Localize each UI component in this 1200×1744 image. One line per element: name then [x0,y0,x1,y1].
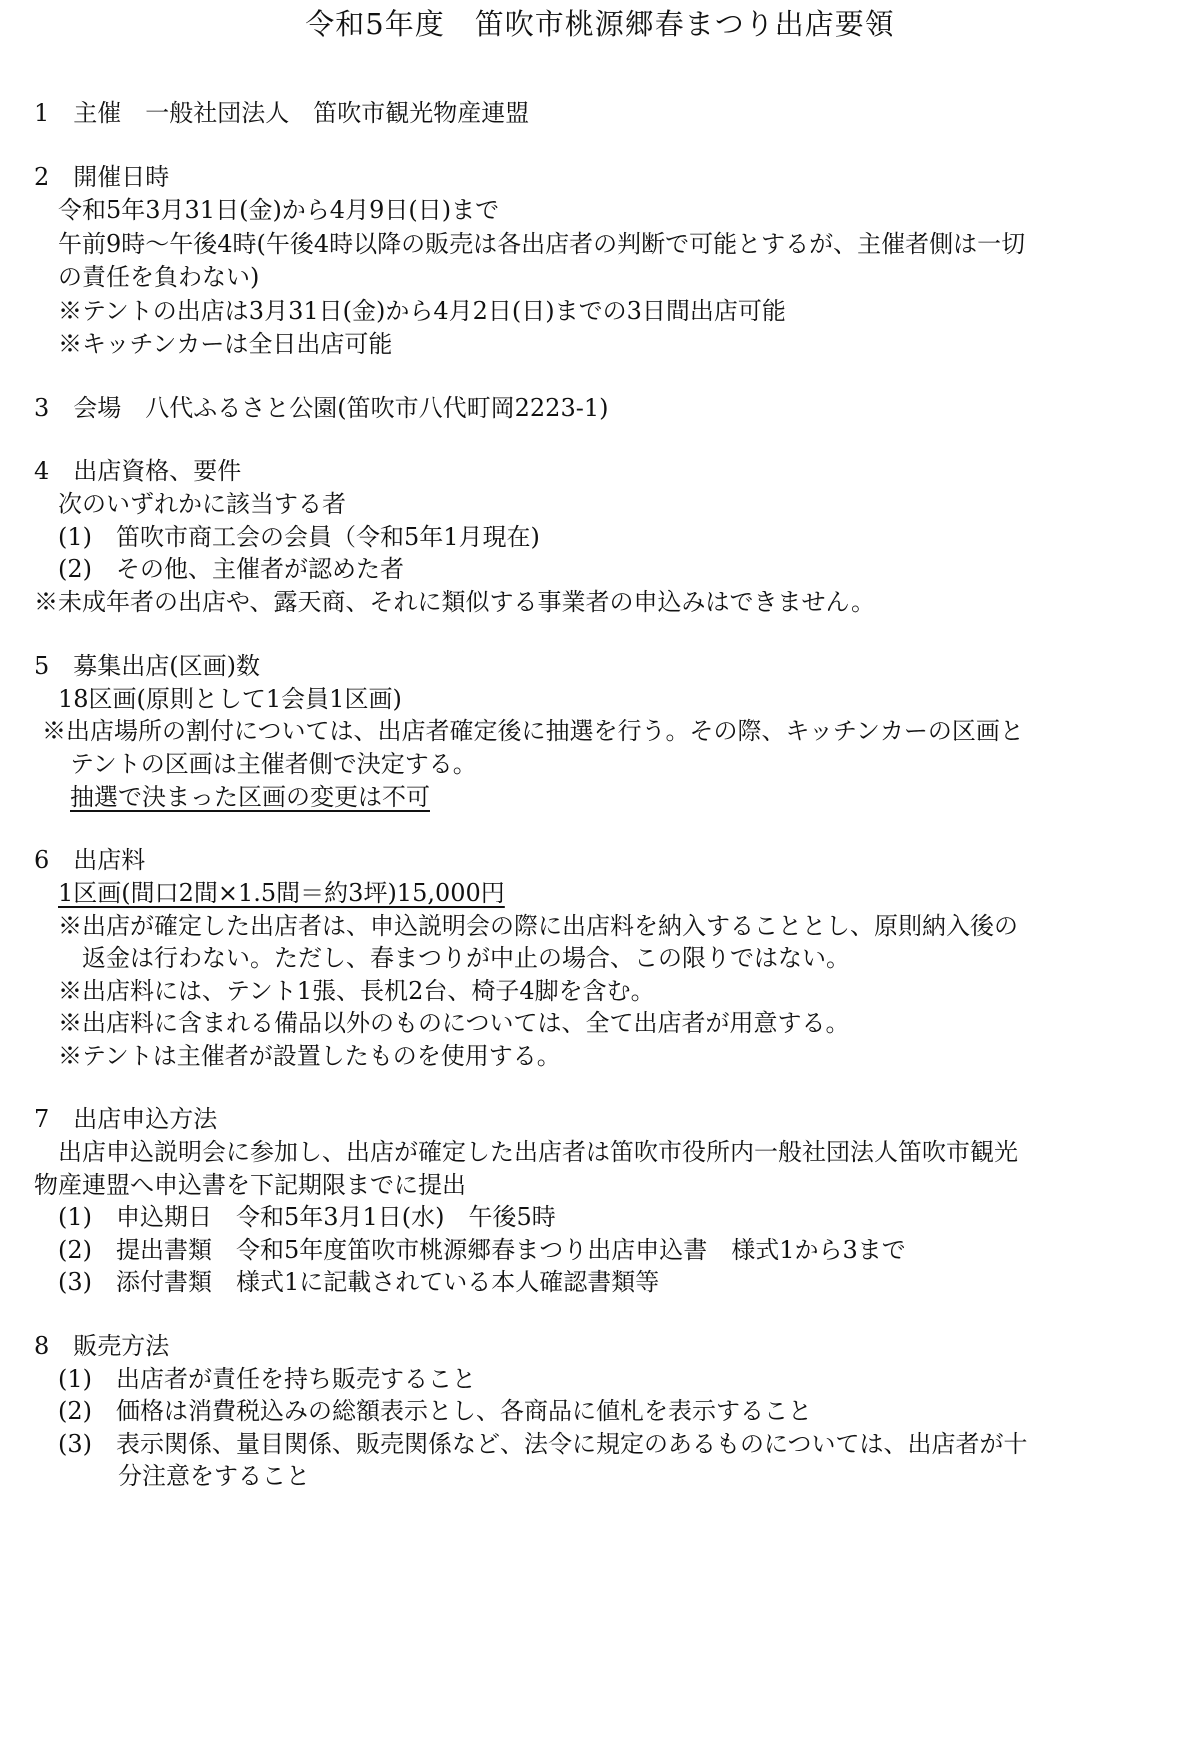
section-6-heading: 6 出店料 [34,846,146,874]
section-6-line: ※出店料に含まれる備品以外のものについては、全て出店者が用意する。 [58,1009,850,1037]
section-2-line: の責任を負わない) [58,263,260,291]
section-5-line: テントの区画は主催者側で決定する。 [70,750,477,778]
section-3-venue: 3 会場 八代ふるさと公園(笛吹市八代町岡2223-1) [34,394,609,422]
section-2-line: ※テントの出店は3月31日(金)から4月2日(日)までの3日間出店可能 [58,297,786,325]
section-7-heading: 7 出店申込方法 [34,1105,218,1133]
section-7-line: (1) 申込期日 令和5年3月1日(水) 午後5時 [58,1203,556,1231]
section-7-line: (2) 提出書類 令和5年度笛吹市桃源郷春まつり出店申込書 様式1から3まで [58,1236,906,1264]
section-2-heading: 2 開催日時 [34,163,170,191]
section-4-note: ※未成年者の出店や、露天商、それに類似する事業者の申込みはできません。 [34,588,875,616]
section-5-line: ※出店場所の割付については、出店者確定後に抽選を行う。その際、キッチンカーの区画と [42,717,1024,745]
section-2-line: ※キッチンカーは全日出店可能 [58,330,393,358]
section-6-line: ※出店料には、テント1張、長机2台、椅子4脚を含む。 [58,977,655,1005]
section-5-heading: 5 募集出店(区画)数 [34,652,260,680]
section-5-line: 18区画(原則として1会員1区画) [58,685,402,713]
section-6-line: ※出店が確定した出店者は、申込説明会の際に出店料を納入することとし、原則納入後の [58,912,1018,940]
section-6-line: 返金は行わない。ただし、春まつりが中止の場合、この限りではない。 [82,944,850,972]
section-6-line: ※テントは主催者が設置したものを使用する。 [58,1042,561,1070]
section-2-line: 令和5年3月31日(金)から4月9日(日)まで [58,196,500,224]
section-7-line: 物産連盟へ申込書を下記期限までに提出 [34,1171,466,1199]
section-4-heading: 4 出店資格、要件 [34,457,242,485]
section-4-line: (2) その他、主催者が認めた者 [58,555,404,583]
section-8-heading: 8 販売方法 [34,1332,170,1360]
document-title: 令和5年度 笛吹市桃源郷春まつり出店要領 [305,7,895,41]
section-4-line: (1) 笛吹市商工会の会員（令和5年1月現在) [58,523,540,551]
section-8-line: 分注意をすること [118,1462,310,1490]
section-8-line: (1) 出店者が責任を持ち販売すること [58,1365,476,1393]
section-8-line: (2) 価格は消費税込みの総額表示とし、各商品に値札を表示すること [58,1397,812,1425]
section-7-line: 出店申込説明会に参加し、出店が確定した出店者は笛吹市役所内一般社団法人笛吹市観光 [58,1138,1018,1166]
section-8-line: (3) 表示関係、量目関係、販売関係など、法令に規定のあるものについては、出店者が十 [58,1430,1028,1458]
section-2-line: 午前9時～午後4時(午後4時以降の販売は各出店者の判断で可能とするが、主催者側は一切 [58,230,1026,258]
section-5-underlined-note: 抽選で決まった区画の変更は不可 [70,783,430,811]
section-6-fee: 1区画(間口2間×1.5間＝約3坪)15,000円 [58,879,505,907]
section-4-line: 次のいずれかに該当する者 [58,490,346,518]
section-7-line: (3) 添付書類 様式1に記載されている本人確認書類等 [58,1268,660,1296]
section-1-organizer: 1 主催 一般社団法人 笛吹市観光物産連盟 [34,99,530,127]
